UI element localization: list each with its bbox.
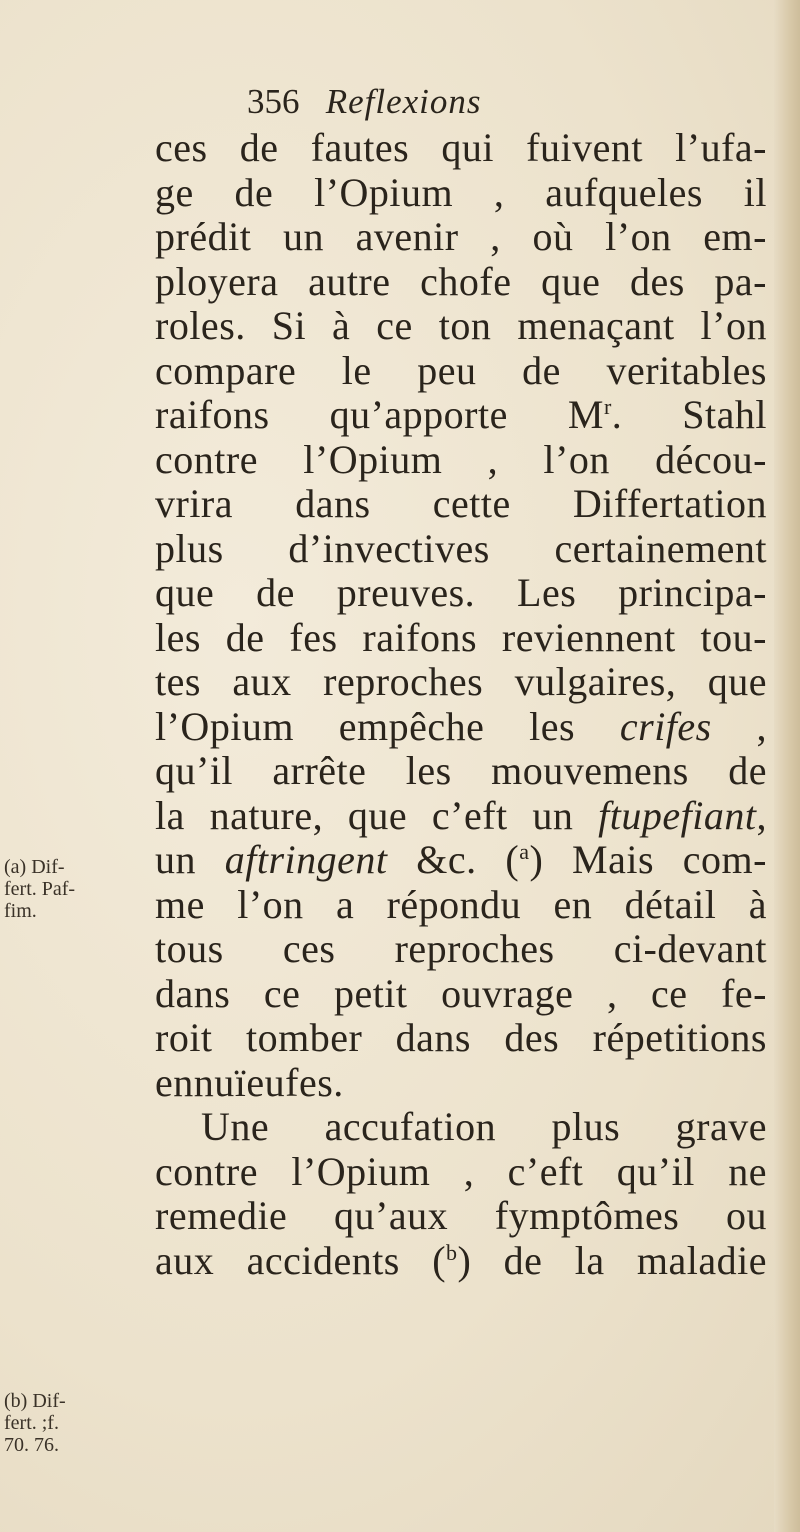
text-line: contre l’Opium , l’on décou-	[155, 436, 767, 482]
text-line: prédit un avenir , où l’on em-	[155, 214, 767, 259]
text-line: vrira dans cette Differtation	[155, 481, 767, 526]
text-line: me l’on a répondu en détail à	[155, 881, 767, 927]
page-number: 356	[247, 82, 300, 121]
running-header	[247, 82, 482, 122]
text-line: Une accufation plus grave	[201, 1104, 767, 1149]
text-line: compare le peu de veritables	[155, 347, 767, 393]
text-line: raifons qu’apporte $M^r$. Stahl	[155, 392, 768, 437]
text-line: tes aux reproches vulgaires, que	[155, 659, 767, 704]
text-line: l’Opium empêche les crifes ,	[155, 703, 768, 749]
text-line: un aftringent &c. ($^a$) Mais com-	[155, 837, 767, 882]
running-title: Reflexions	[325, 82, 482, 121]
text-line: ployera autre chofe que des pa-	[155, 258, 767, 304]
text-line: ces de fautes qui fuivent l’ufa-	[155, 125, 767, 170]
text-line: roles. Si à ce ton menaçant l’on	[155, 303, 767, 348]
page-edge	[774, 0, 800, 1532]
text-line: ge de l’Opium , aufqueles il	[155, 169, 767, 215]
text-line: plus d’invectives certainement	[155, 525, 767, 571]
text-line: tous ces reproches ci-devant	[155, 926, 767, 971]
text-line: la nature, que c’eft un ftupefiant,	[155, 792, 767, 838]
text-line: contre l’Opium , c’eft qu’il ne	[155, 1148, 767, 1194]
text-line: aux accidents ($^b$) de la maladie	[155, 1237, 767, 1283]
margin-note-b: (b) Dif- fert. ;f. 70. 76.	[4, 1390, 66, 1456]
text-line: que de preuves. Les principa-	[155, 570, 767, 615]
text-line: les de fes raifons reviennent tou-	[155, 614, 767, 660]
text-line: qu’il arrête les mouvemens de	[155, 748, 767, 793]
text-line: roit tomber dans des répetitions	[155, 1015, 767, 1060]
body-text	[155, 126, 767, 1283]
text-line: ennuïeufes.	[155, 1059, 344, 1105]
margin-note-a: (a) Dif- fert. Paf- fim.	[4, 856, 76, 922]
text-line: dans ce petit ouvrage , ce fe-	[155, 970, 767, 1016]
text-line: remedie qu’aux fymptômes ou	[155, 1193, 767, 1238]
